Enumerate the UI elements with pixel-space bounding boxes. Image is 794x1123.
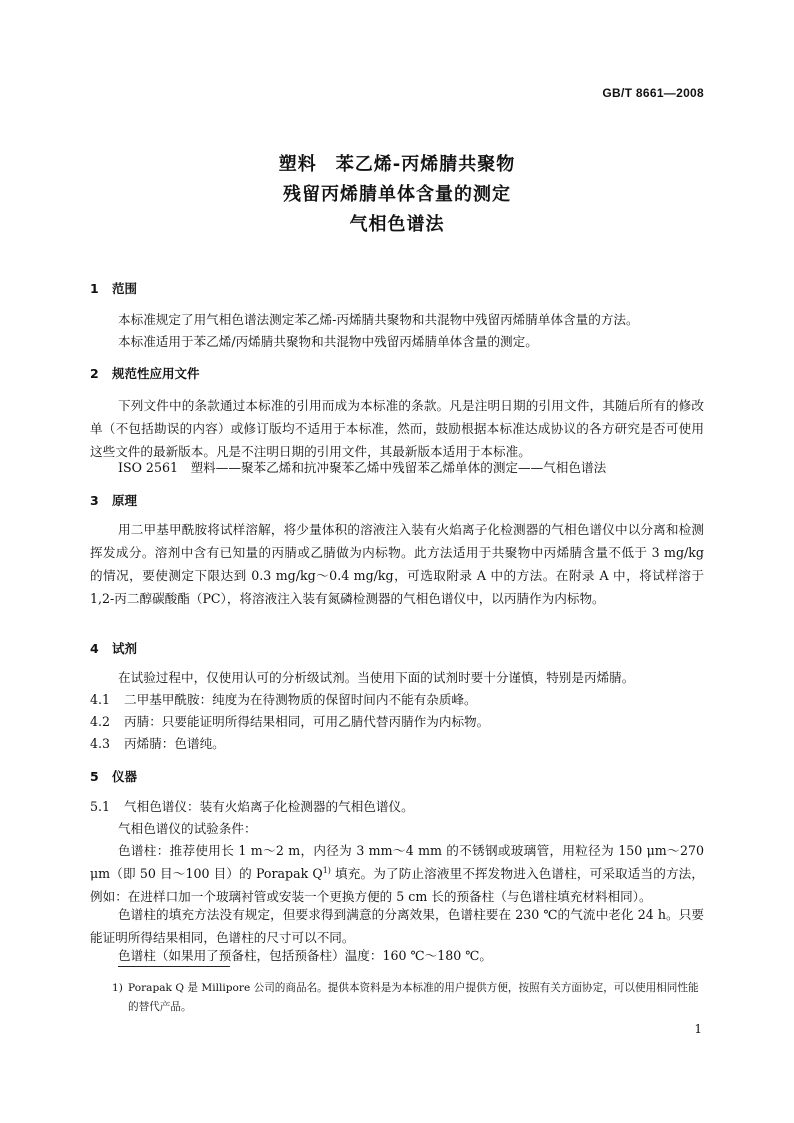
section-title: 规范性应用文件 <box>112 366 200 381</box>
item-5-1 <box>90 795 704 818</box>
section-number: 1 <box>90 281 99 296</box>
paragraph-reagents: 在试验过程中，仅使用认可的分析级试剂。当使用下面的试剂时要十分谨慎，特别是丙烯腈。 <box>118 670 635 685</box>
footnote-divider <box>118 966 230 967</box>
paragraph-scope-1: 本标准规定了用气相色谱法测定苯乙烯-丙烯腈共聚物和共混物中残留丙烯腈单体含量的方法。 <box>118 312 639 327</box>
section-title: 仪器 <box>112 769 138 784</box>
section-heading-2 <box>90 364 200 382</box>
item-4-2 <box>90 710 704 733</box>
paragraph-test-conditions: 气相色谱仪的试验条件： <box>118 821 257 836</box>
item-text: 气相色谱仪：装有火焰离子化检测器的气相色谱仪。 <box>124 799 414 814</box>
item-number: 4.1 <box>90 692 111 707</box>
item-text: 丙烯腈：色谱纯。 <box>124 736 225 751</box>
paragraph-column-fill: 色谱柱的填充方法没有规定，但要求得到满意的分离效果，色谱柱要在 230 ℃的气流中老化 24 h。只要能证明所得结果相同，色谱柱的尺寸可以不同。 <box>90 907 704 945</box>
standard-number: GB/T 8661—2008 <box>602 86 704 100</box>
section-heading-3 <box>90 491 137 509</box>
paragraph-principle: 用二甲基甲酰胺将试样溶解，将少量体积的溶液注入装有火焰离子化检测器的气相色谱仪中以分离和检测挥发成分。溶剂中含有已知量的丙腈或乙腈做为内标物。此方法适用于共聚物中丙烯腈含量不低于 3 mg/kg 的情况，要使测定下限达到 0.3 mg/kg～0.4 mg/kg，可选取附录 A 中的方法。在附录 A 中，将试样溶于 1,2-丙二醇碳酸酯（PC），将溶液注入装有氮磷检测器的气相色谱仪中，以丙腈作为内标物。 <box>90 522 704 606</box>
footnote <box>90 979 704 1017</box>
title-line-2: 残留丙烯腈单体含量的测定 <box>283 184 511 205</box>
page-number: 1 <box>694 1022 702 1036</box>
item-number: 4.2 <box>90 714 111 729</box>
item-4-1 <box>90 688 704 711</box>
footnote-text: Porapak Q 是 Millipore 公司的商品名。提供本资料是为本标准的用户提供方便，按照有关方面协定，可以使用相同性能的替代产品。 <box>128 982 699 1013</box>
item-text: 二甲基甲酰胺：纯度为在待测物质的保留时间内不能有杂质峰。 <box>124 692 477 707</box>
section-title: 范围 <box>112 281 138 296</box>
section-heading-5 <box>90 767 137 785</box>
paragraph-references: 下列文件中的条款通过本标准的引用而成为本标准的条款。凡是注明日期的引用文件，其随后所有的修改单（不包括勘误的内容）或修订版均不适用于本标准，然而，鼓励根据本标准达成协议的各方研究是否可使用这些文件的最新版本。凡是不注明日期的引用文件，其最新版本适用于本标准。 <box>90 398 704 459</box>
item-4-3 <box>90 732 704 755</box>
paragraph-column <box>90 839 704 908</box>
paragraph-scope-2: 本标准适用于苯乙烯/丙烯腈共聚物和共混物中残留丙烯腈单体含量的测定。 <box>118 334 538 349</box>
section-number: 4 <box>90 641 99 656</box>
reference-iso-2561: ISO 2561 塑料——聚苯乙烯和抗冲聚苯乙烯中残留苯乙烯单体的测定——气相色谱法 <box>118 460 607 475</box>
item-text: 丙腈：只要能证明所得结果相同，可用乙腈代替丙腈作为内标物。 <box>124 714 490 729</box>
section-number: 2 <box>90 366 99 381</box>
column-text-a: 色谱柱：推荐使用长 1 m～2 m，内径为 3 mm～4 mm 的不锈钢或玻璃管，用粒径为 150 μm～270 μm（即 50 目～100 目）的 Porapak Q <box>90 843 704 881</box>
section-heading-1 <box>90 279 137 297</box>
footnote-mark: 1) <box>112 982 123 994</box>
paragraph-column-temperature: 色谱柱（如果用了预备柱，包括预备柱）温度：160 ℃～180 ℃。 <box>118 948 492 963</box>
title-line-1: 塑料 苯乙烯-丙烯腈共聚物 <box>278 154 516 175</box>
section-title: 原理 <box>112 493 138 508</box>
section-number: 5 <box>90 769 99 784</box>
document-title <box>0 150 794 240</box>
item-number: 4.3 <box>90 736 111 751</box>
section-title: 试剂 <box>112 641 138 656</box>
section-number: 3 <box>90 493 99 508</box>
column-text-b: 填充。为了防止溶液里不挥发物进入色谱柱，可采取适当的方法，例如：在进样口加一个玻璃衬管或安装一个更换方便的 5 cm 长的预备柱（与色谱柱填充材料相同）。 <box>90 866 704 904</box>
title-line-3: 气相色谱法 <box>349 214 445 235</box>
section-heading-4 <box>90 639 137 657</box>
footnote-ref: 1) <box>322 865 331 875</box>
item-number: 5.1 <box>90 799 111 814</box>
